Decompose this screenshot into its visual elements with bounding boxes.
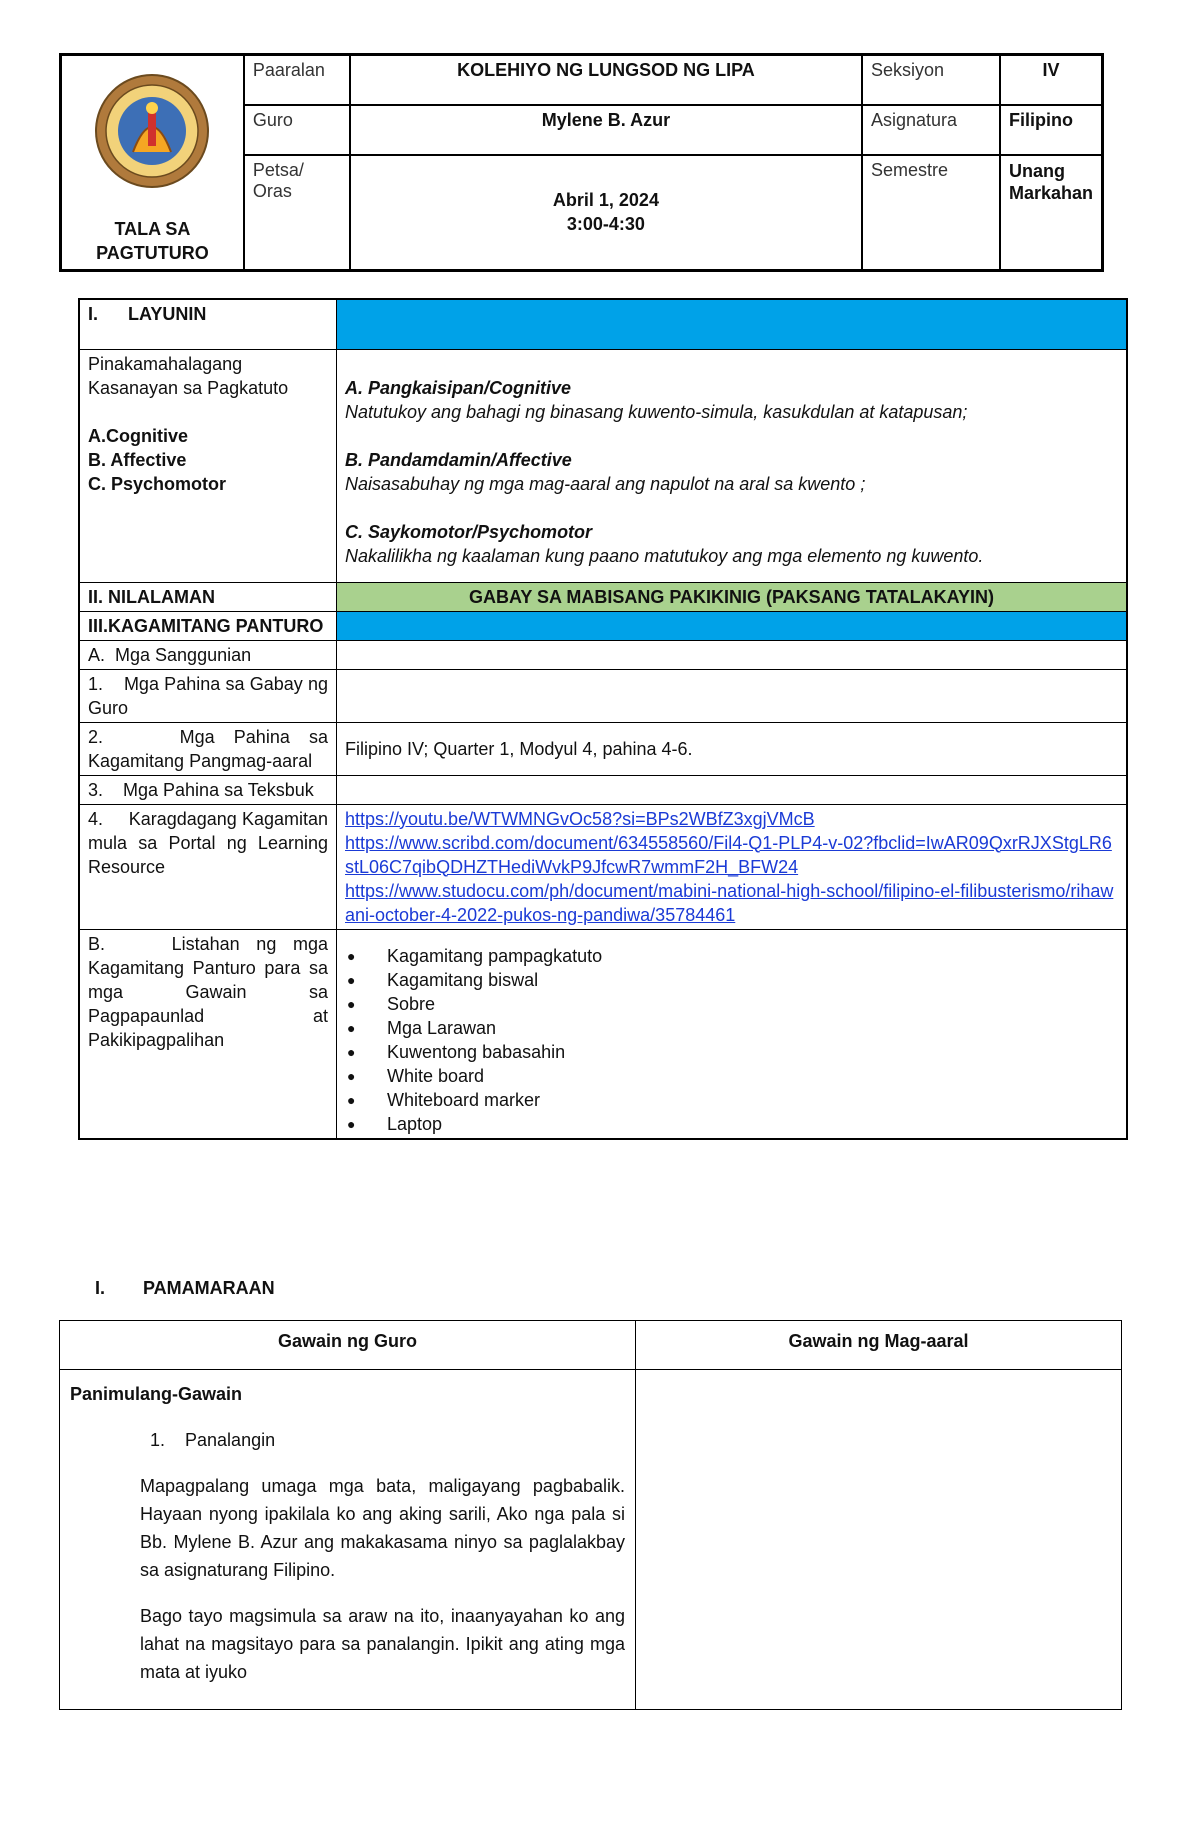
materials-list <box>345 944 1118 1136</box>
listahan-label: B. Listahan ng mga Kagamitang Panturo para sa mga Gawain sa Pagpapaunlad at Pakikipagpalihan <box>79 929 337 1139</box>
list-item: ● Mga Larawan <box>387 1016 1118 1040</box>
affective-text: Naisasabuhay ng mga mag-aaral ang napulot na aral sa kwento ; <box>345 473 866 494</box>
list-item: ● Laptop <box>387 1112 1118 1136</box>
layunin-heading: I. LAYUNIN <box>79 299 337 349</box>
nilalaman-value: GABAY SA MABISANG PAKIKINIG (PAKSANG TATALAKAYIN) <box>337 582 1128 611</box>
list-item: ● Kagamitang biswal <box>387 968 1118 992</box>
affective-title: B. Pandamdamin/Affective <box>345 449 572 470</box>
list-item: ● Kuwentong babasahin <box>387 1040 1118 1064</box>
resource-link-scribd[interactable]: https://www.scribd.com/document/634558560/Fil4-Q1-PLP4-v-02?fbclid=IwAR09QxrRJXStgLR6stL06C7qibQDHZTHediWvkP9JfcwR7wmmF2H_BFW24 <box>345 832 1112 877</box>
psychomotor-text: Nakalilikha ng kaalaman kung paano matutukoy ang mga elemento ng kuwento. <box>345 545 984 566</box>
layunin-intro: Pinakamahalagang Kasanayan sa Pagkatuto <box>88 353 289 398</box>
date-label: Petsa/ Oras <box>244 155 350 271</box>
panalangin-item: 1. Panalangin <box>150 1430 276 1450</box>
resource-link-youtube[interactable]: https://youtu.be/WTWMNGvOc58?si=BPs2WBfZ3xgjVMcB <box>345 808 815 829</box>
layunin-left-b: B. Affective <box>88 449 187 470</box>
cognitive-title: A. Pangkaisipan/Cognitive <box>345 377 572 398</box>
teksbuk-value <box>337 775 1128 804</box>
list-item: ● Kagamitang pampagkatuto <box>387 944 1118 968</box>
document-title: TALA SA PAGTUTURO <box>96 219 209 263</box>
karagdagan-label: 4. Karagdagang Kagamitan mula sa Portal ng Learning Resource <box>79 804 337 929</box>
psychomotor-title: C. Saykomotor/Psychomotor <box>345 521 593 542</box>
cognitive-text: Natutukoy ang bahagi ng binasang kuwento-simula, kasukdulan at katapusan; <box>345 401 968 422</box>
kagamitan-blue-cell <box>337 611 1128 640</box>
layunin-right <box>337 349 1128 582</box>
logo-cell <box>61 55 244 271</box>
teacher-value: Mylene B. Azur <box>350 105 862 155</box>
section-value: IV <box>1000 55 1103 105</box>
school-value: KOLEHIYO NG LUNGSOD NG LIPA <box>350 55 862 105</box>
time-text: 3:00-4:30 <box>566 214 645 235</box>
prayer-paragraph: Bago tayo magsimula sa araw na ito, inaanyayahan ko ang lahat na magsitayo para sa panalangin. Ipikit ang ating mga mata at iyuko <box>140 1606 625 1682</box>
col-header-guro: Gawain ng Guro <box>60 1321 636 1370</box>
date-text: Abril 1, 2024 <box>552 190 659 211</box>
lesson-plan-table <box>78 298 1128 1140</box>
subject-label: Asignatura <box>862 105 1000 155</box>
header-table <box>59 53 1104 272</box>
nilalaman-heading: II. NILALAMAN <box>79 582 337 611</box>
resource-link-studocu[interactable]: https://www.studocu.com/ph/document/mabini-national-high-school/filipino-el-filibusterismo/rihawani-october-4-2022-pukos-ng-pandiwa/35784461 <box>345 880 1114 925</box>
guro-activity-cell <box>60 1370 636 1710</box>
school-label: Paaralan <box>244 55 350 105</box>
procedure-table <box>59 1320 1122 1710</box>
greeting-paragraph: Mapagpalang umaga mga bata, maligayang pagbabalik. Hayaan nyong ipakilala ko ang aking sarili, Ako nga pala si Bb. Mylene B. Azur ang makakasama ninyo sa paglalakbay sa asignaturang Filipino. <box>140 1476 625 1580</box>
semester-label: Semestre <box>862 155 1000 271</box>
section-label: Seksiyon <box>862 55 1000 105</box>
pangmag-label: 2. Mga Pahina sa Kagamitang Pangmag-aaral <box>79 722 337 775</box>
school-seal-logo <box>70 72 235 195</box>
layunin-left-a: A.Cognitive <box>88 425 189 446</box>
semester-value: Unang Markahan <box>1000 155 1103 271</box>
pamamaraan-number: I. <box>95 1278 106 1298</box>
teksbuk-label: 3. Mga Pahina sa Teksbuk <box>79 775 337 804</box>
date-value <box>350 155 862 271</box>
mag-aaral-activity-cell <box>636 1370 1122 1710</box>
col-header-mag-aaral: Gawain ng Mag-aaral <box>636 1321 1122 1370</box>
pangmag-value: Filipino IV; Quarter 1, Modyul 4, pahina 4-6. <box>337 722 1128 775</box>
sanggunian-label: A. Mga Sanggunian <box>79 640 337 669</box>
layunin-blue-cell <box>337 299 1128 349</box>
layunin-left <box>79 349 337 582</box>
teacher-label: Guro <box>244 105 350 155</box>
panimula-heading: Panimulang-Gawain <box>70 1384 243 1404</box>
pamamaraan-heading <box>95 1278 275 1299</box>
list-item: ● White board <box>387 1064 1118 1088</box>
karagdagan-links <box>337 804 1128 929</box>
layunin-left-c: C. Psychomotor <box>88 473 227 494</box>
subject-value: Filipino <box>1000 105 1103 155</box>
list-item: ● Whiteboard marker <box>387 1088 1118 1112</box>
gabay-value <box>337 669 1128 722</box>
kagamitan-heading: III.KAGAMITANG PANTURO <box>79 611 337 640</box>
listahan-items <box>337 929 1128 1139</box>
sanggunian-value <box>337 640 1128 669</box>
pamamaraan-title: PAMAMARAAN <box>143 1278 275 1298</box>
gabay-label: 1. Mga Pahina sa Gabay ng Guro <box>79 669 337 722</box>
list-item: ● Sobre <box>387 992 1118 1016</box>
